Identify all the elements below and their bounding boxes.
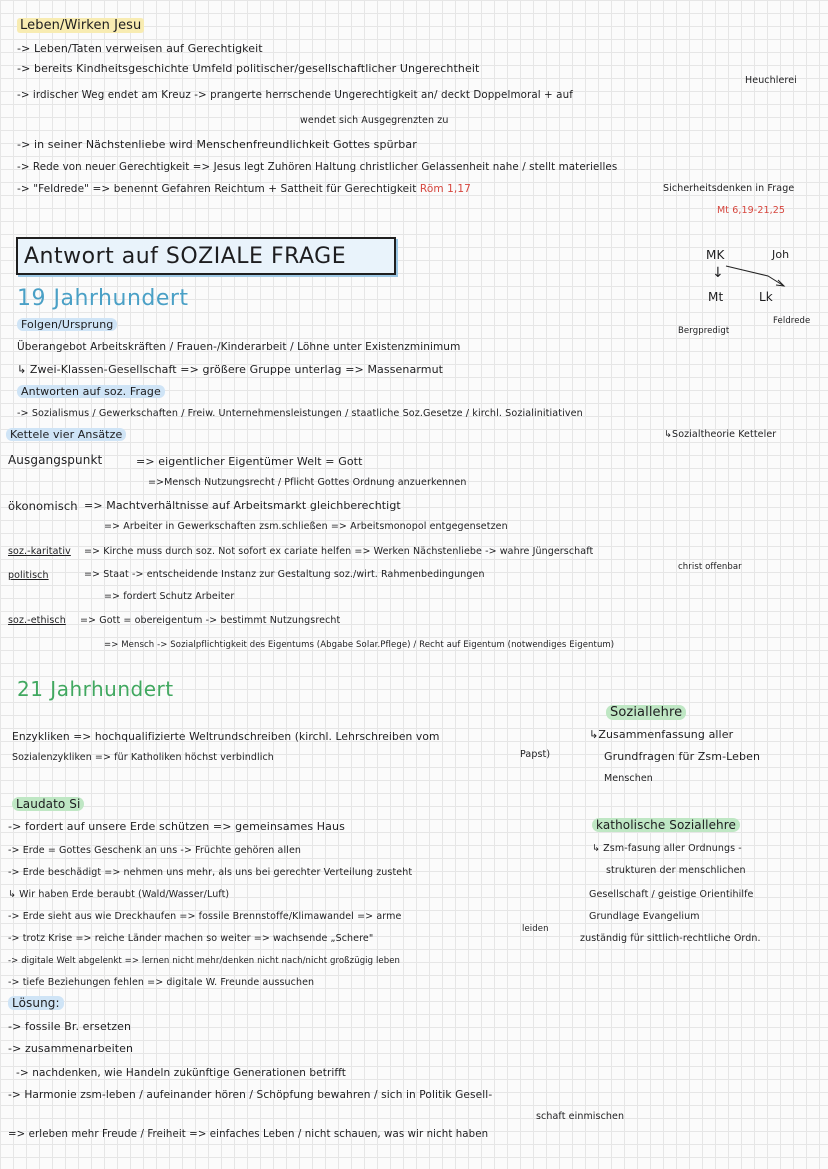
diagram-arrow-lk bbox=[722, 262, 792, 292]
text-line: Enzykliken => hochqualifizierte Weltrundschreiben (kirchl. Lehrschreiben vom bbox=[12, 730, 440, 743]
diagram-mt: Mt bbox=[708, 290, 724, 304]
diagram-joh: Joh bbox=[772, 248, 790, 261]
text-line: -> Erde beschädigt => nehmen uns mehr, als uns bei gerechter Verteilung zusteht bbox=[8, 867, 413, 878]
ref-roem: Röm 1,17 bbox=[419, 183, 471, 195]
text-line: -> Erde = Gottes Geschenk an uns -> Früchte gehören allen bbox=[8, 845, 302, 856]
text-line: => eigentlicher Eigentümer Welt = Gott bbox=[136, 455, 363, 468]
text-line: ↳ Zwei-Klassen-Gesellschaft => größere Gruppe unterlag => Massenarmut bbox=[17, 363, 444, 376]
diagram-feldrede: Feldrede bbox=[773, 316, 811, 326]
label-katholische-soziallehre: katholische Soziallehre bbox=[592, 818, 740, 832]
text-line: => Kirche muss durch soz. Not sofort ex cariate helfen => Werken Nächstenliebe -> wahre Jüngerschaft bbox=[84, 546, 594, 557]
label-loesung: Lösung: bbox=[8, 996, 64, 1010]
text-line: Sozialenzykliken => für Katholiken höchst verbindlich bbox=[12, 752, 274, 763]
text-line: Menschen bbox=[604, 773, 653, 784]
text-line: schaft einmischen bbox=[536, 1111, 625, 1122]
arrow-down-icon: ↓ bbox=[712, 265, 724, 281]
label-soziallehre: Soziallehre bbox=[606, 706, 686, 720]
annotation-sicherheitsdenken: Sicherheitsdenken in Frage bbox=[663, 183, 795, 194]
text-line: -> tiefe Beziehungen fehlen => digitale W. Freunde aussuchen bbox=[8, 977, 315, 988]
text-line: => Gott = obereigentum -> bestimmt Nutzungsrecht bbox=[80, 615, 341, 626]
heading-19-jahrhundert: 19 Jahrhundert bbox=[17, 286, 189, 311]
text-line: -> Harmonie zsm-leben / aufeinander hören / Schöpfung bewahren / sich in Politik Gesell- bbox=[8, 1089, 493, 1101]
annotation-sozialtheorie: ↳Sozialtheorie Ketteler bbox=[664, 429, 777, 440]
section-title-box: Antwort auf SOZIALE FRAGE bbox=[16, 237, 396, 275]
text-line: -> in seiner Nächstenliebe wird Menschenfreundlichkeit Gottes spürbar bbox=[17, 138, 417, 151]
text-line: -> Leben/Taten verweisen auf Gerechtigkeit bbox=[17, 42, 263, 55]
diagram-bergpredigt: Bergpredigt bbox=[678, 326, 730, 336]
label-folgen: Folgen/Ursprung bbox=[17, 318, 117, 332]
text-line: =>Mensch Nutzungsrecht / Pflicht Gottes Ordnung anzuerkennen bbox=[148, 477, 467, 488]
text-line: -> zusammenarbeiten bbox=[8, 1042, 134, 1055]
text-line: => fordert Schutz Arbeiter bbox=[104, 591, 235, 602]
page-title-leben-wirken-jesu: Leben/Wirken Jesu bbox=[17, 19, 144, 33]
text-line: ↳ Wir haben Erde beraubt (Wald/Wasser/Luft) bbox=[8, 889, 230, 900]
text-line: -> trotz Krise => reiche Länder machen so weiter => wachsende „Schere" bbox=[8, 933, 374, 944]
text-line: ↳ Zsm-fasung aller Ordnungs - bbox=[592, 843, 742, 854]
annotation-heuchelei: Heuchlerei bbox=[745, 75, 797, 86]
label-laudato-si: Laudato Si bbox=[12, 797, 84, 811]
text-line: ↳Zusammenfassung aller bbox=[589, 728, 734, 741]
text-line: => Machtverhältnisse auf Arbeitsmarkt gleichberechtigt bbox=[84, 499, 401, 512]
text-line: zuständig für sittlich-rechtliche Ordn. bbox=[580, 933, 761, 944]
text-line: Grundlage Evangelium bbox=[589, 911, 700, 922]
text-line: -> bereits Kindheitsgeschichte Umfeld politischer/gesellschaftlicher Ungerechtheit bbox=[17, 62, 480, 75]
text-line: -> fossile Br. ersetzen bbox=[8, 1020, 132, 1033]
label-ketteler: Kettele vier Ansätze bbox=[6, 428, 126, 442]
text-line: -> fordert auf unsere Erde schützen => gemeinsames Haus bbox=[8, 820, 345, 833]
diagram-lk: Lk bbox=[759, 290, 773, 304]
annotation-leiden: leiden bbox=[522, 924, 549, 934]
text-line: => Mensch -> Sozialpflichtigkeit des Eigentums (Abgabe Solar.Pflege) / Recht auf Eigentum (notwendiges Eigentum) bbox=[104, 640, 615, 650]
diagram-mk: MK bbox=[706, 248, 725, 262]
label-oekonomisch: ökonomisch bbox=[8, 499, 78, 513]
text-line: strukturen der menschlichen bbox=[606, 865, 746, 876]
text-line: wendet sich Ausgegrenzten zu bbox=[300, 115, 449, 126]
text-line: -> digitale Welt abgelenkt => lernen nicht mehr/denken nicht nach/nicht großzügig leben bbox=[8, 956, 401, 966]
text-line: -> irdischer Weg endet am Kreuz -> prangerte herrschende Ungerechtigkeit an/ deckt Doppelmoral + auf bbox=[17, 89, 573, 101]
label-antworten: Antworten auf soz. Frage bbox=[17, 385, 165, 399]
heading-21-jahrhundert: 21 Jahrhundert bbox=[17, 677, 174, 701]
text-line: -> Erde sieht aus wie Dreckhaufen => fossile Brennstoffe/Klimawandel => arme bbox=[8, 911, 402, 922]
text-line: -> Sozialismus / Gewerkschaften / Freiw. Unternehmensleistungen / staatliche Soz.Gesetze / kirchl. Sozialinitiativen bbox=[17, 408, 583, 419]
text-line: -> Rede von neuer Gerechtigkeit => Jesus legt Zuhören Haltung christlicher Gelassenheit nahe / stellt materielles bbox=[17, 161, 618, 173]
label-ausgangspunkt: Ausgangspunkt bbox=[8, 453, 103, 467]
text-line: Grundfragen für Zsm-Leben bbox=[604, 750, 761, 763]
label-sozial-ethisch: soz.-ethisch bbox=[8, 615, 66, 626]
text-line: => Arbeiter in Gewerkschaften zsm.schließen => Arbeitsmonopol entgegensetzen bbox=[104, 521, 508, 532]
text-line: Überangebot Arbeitskräften / Frauen-/Kinderarbeit / Löhne unter Existenzminimum bbox=[17, 341, 461, 353]
annotation-christ: christ offenbar bbox=[678, 562, 742, 572]
text-line: => erleben mehr Freude / Freiheit => einfaches Leben / nicht schauen, was wir nicht haben bbox=[8, 1129, 489, 1140]
ref-mt: Mt 6,19-21,25 bbox=[717, 205, 786, 216]
text-line: => Staat -> entscheidende Instanz zur Gestaltung soz./wirt. Rahmenbedingungen bbox=[84, 569, 485, 580]
text-line: -> nachdenken, wie Handeln zukünftige Generationen betrifft bbox=[16, 1067, 347, 1079]
text-line: Papst) bbox=[520, 749, 551, 760]
label-sozial-karitativ: soz.-karitativ bbox=[8, 546, 71, 557]
label-politisch: politisch bbox=[8, 570, 49, 581]
text-line: Gesellschaft / geistige Orientihilfe bbox=[589, 889, 754, 900]
text-line: -> "Feldrede" => benennt Gefahren Reichtum + Sattheit für Gerechtigkeit Röm 1,17 bbox=[17, 183, 471, 195]
